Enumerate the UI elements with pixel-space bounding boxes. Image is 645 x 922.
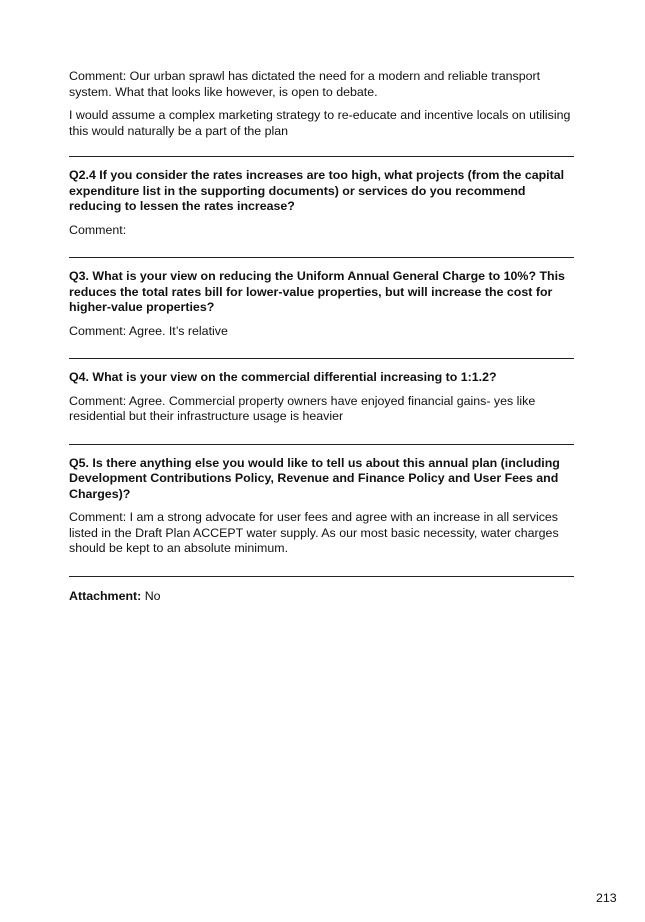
attachment-line <box>69 589 574 605</box>
comment-q5: Comment: I am a strong advocate for user fees and agree with an increase in all services listed in the Draft Plan ACCEPT water supply. As our most basic necessity, water charges should be kept to an absolute minimum. <box>69 510 559 555</box>
intro-comment: Comment: Our urban sprawl has dictated the need for a modern and reliable transport system. What that looks like however, is open to debate. <box>69 69 541 99</box>
comment-q4: Comment: Agree. Commercial property owners have enjoyed financial gains- yes like residential but their infrastructure usage is heavier <box>69 393 536 423</box>
section-divider <box>69 257 574 258</box>
section-divider <box>69 156 574 157</box>
question-q4: Q4. What is your view on the commercial differential increasing to 1:1.2? <box>69 370 497 384</box>
comment-q2-4: Comment: <box>69 222 127 237</box>
question-q3: Q3. What is your view on reducing the Uniform Annual General Charge to 10%? This reduces the total rates bill for lower-value properties, but will increase the cost for higher-value properties? <box>69 269 565 314</box>
section-divider <box>69 444 574 445</box>
attachment-label: Attachment: <box>69 588 142 603</box>
section-divider <box>69 576 574 577</box>
question-q2-4: Q2.4 If you consider the rates increases are too high, what projects (from the capital expenditure list in the supporting documents) or services do you recommend reducing to lessen the rates increase? <box>69 168 565 213</box>
intro-comment-continued: I would assume a complex marketing strategy to re-educate and incentive locals on utilising this would naturally be a part of the plan <box>69 108 571 138</box>
page-content <box>69 69 574 604</box>
comment-q3: Comment: Agree. It’s relative <box>69 323 228 338</box>
question-q5: Q5. Is there anything else you would like to tell us about this annual plan (including Development Contributions Policy, Revenue and Finance Policy and User Fees and Charges)? <box>69 455 560 501</box>
section-divider <box>69 358 574 359</box>
page-number: 213 <box>596 891 617 905</box>
attachment-value: No <box>144 588 161 603</box>
